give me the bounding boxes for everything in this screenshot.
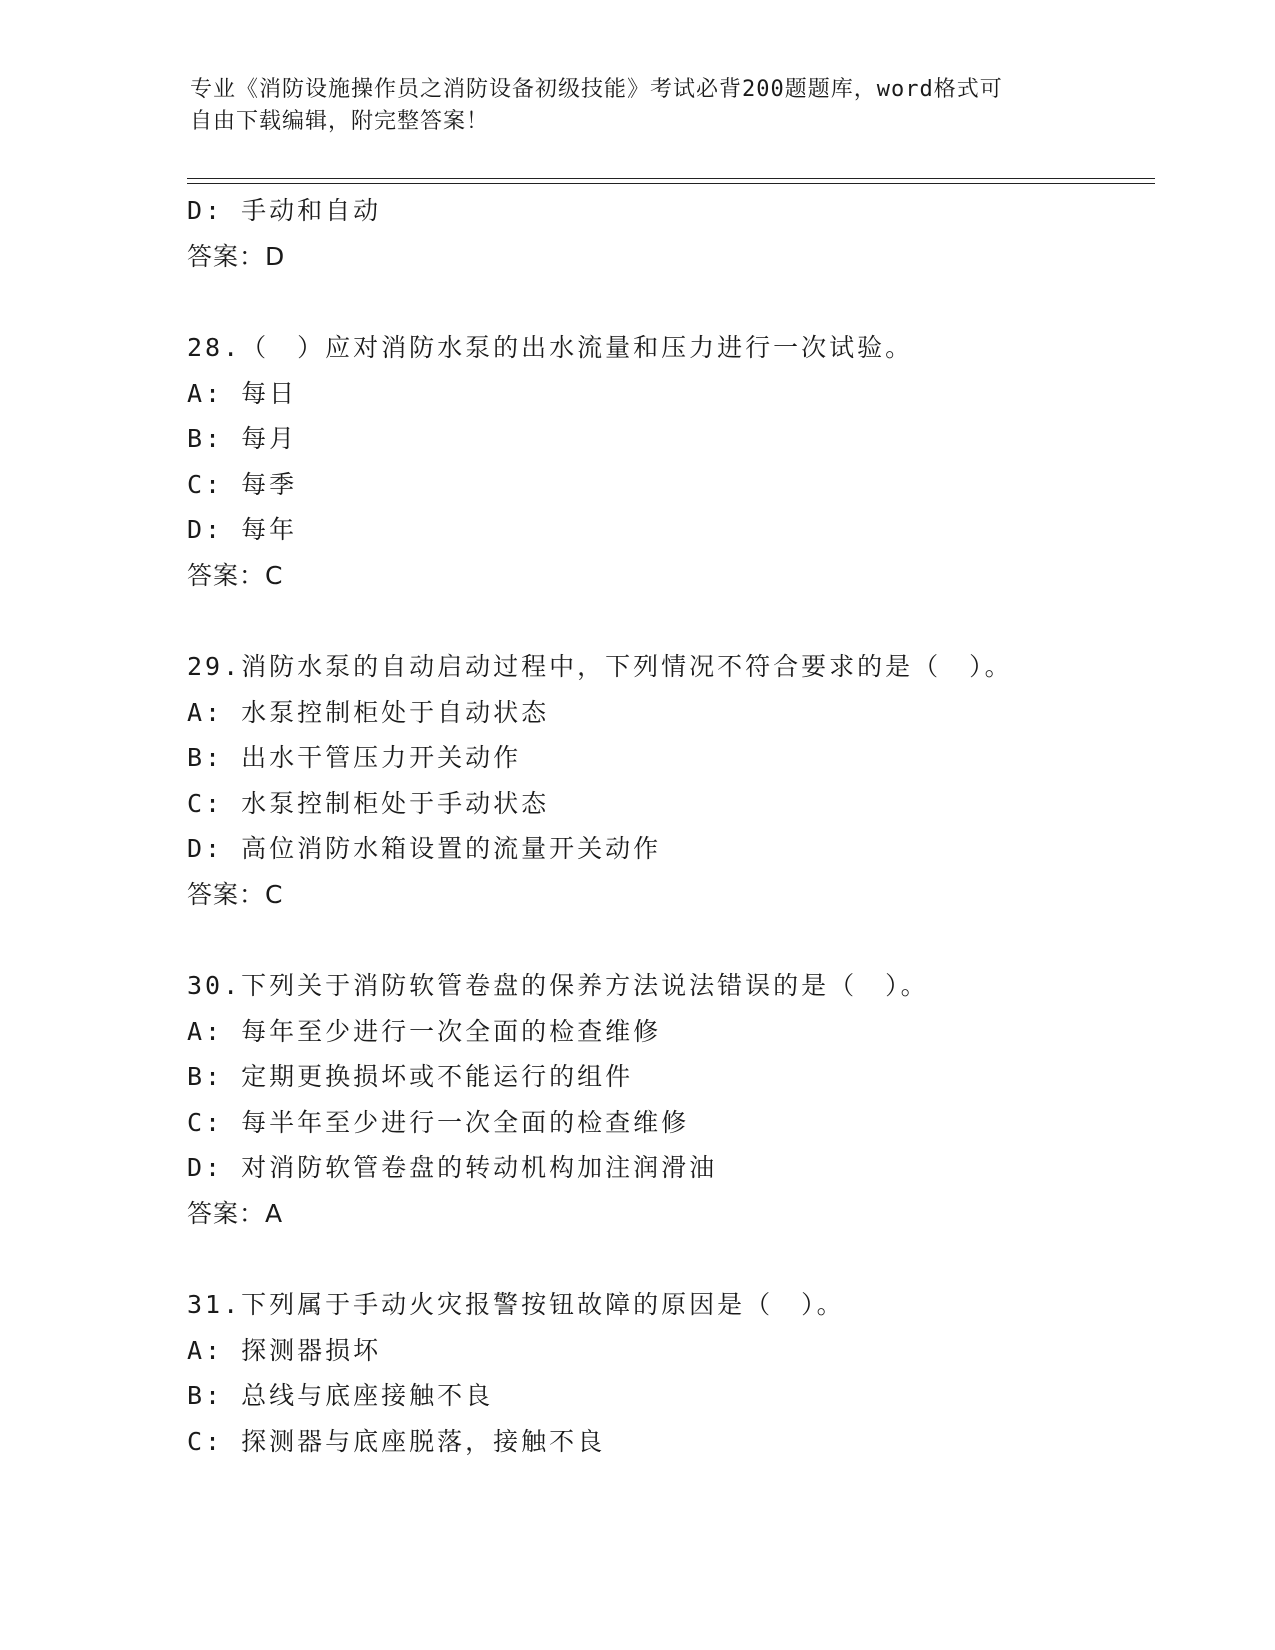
document-header [190,74,1090,138]
option-b: B: 定期更换损坏或不能运行的组件 [187,1062,634,1091]
question-stem: 29.消防水泵的自动启动过程中，下列情况不符合要求的是（ ）。 [187,652,1013,681]
answer-line: 答案：C [187,560,284,590]
header-title-line-2: 自由下载编辑，附完整答案！ [190,109,490,134]
header-divider-bottom [187,183,1155,184]
option-c: C: 每半年至少进行一次全面的检查维修 [187,1107,690,1137]
question-stem: 28.（ ）应对消防水泵的出水流量和压力进行一次试验。 [187,333,914,362]
question-30 [187,963,1187,1236]
option-c: C: 探测器与底座脱落，接触不良 [187,1426,606,1456]
answer-line: 答案：A [187,1198,284,1228]
option-b: B: 每月 [187,424,298,453]
question-stem: 30.下列关于消防软管卷盘的保养方法说法错误的是（ ）。 [187,971,929,1000]
question-stem: 31.下列属于手动火灾报警按钮故障的原因是（ ）。 [187,1290,845,1319]
question-gap [187,917,1187,963]
question-31 [187,1282,1187,1464]
option-b: B: 出水干管压力开关动作 [187,743,522,772]
option-a: A: 探测器损坏 [187,1335,382,1365]
option-c: C: 每季 [187,469,298,499]
question-list [187,188,1187,1464]
question-28 [187,325,1187,598]
previous-question-tail [187,188,1187,279]
header-title-line-1: 专业《消防设施操作员之消防设备初级技能》考试必背200题题库，word格式可 [190,77,1003,102]
option-a: A: 每年至少进行一次全面的检查维修 [187,1016,662,1046]
option-b: B: 总线与底座接触不良 [187,1381,494,1410]
option-a: A: 水泵控制柜处于自动状态 [187,697,550,727]
question-gap [187,279,1187,325]
option-d: D: 对消防软管卷盘的转动机构加注润滑油 [187,1153,718,1182]
question-gap [187,1236,1187,1282]
question-29 [187,644,1187,917]
option-d: D: 每年 [187,515,298,544]
option-d: D: 高位消防水箱设置的流量开关动作 [187,834,662,863]
option-a: A: 每日 [187,378,298,408]
question-gap [187,598,1187,644]
option-c: C: 水泵控制柜处于手动状态 [187,788,550,818]
answer-line: 答案：D [187,241,286,271]
header-divider-top [187,178,1155,179]
answer-line: 答案：C [187,879,284,909]
option-d: D: 手动和自动 [187,196,382,225]
